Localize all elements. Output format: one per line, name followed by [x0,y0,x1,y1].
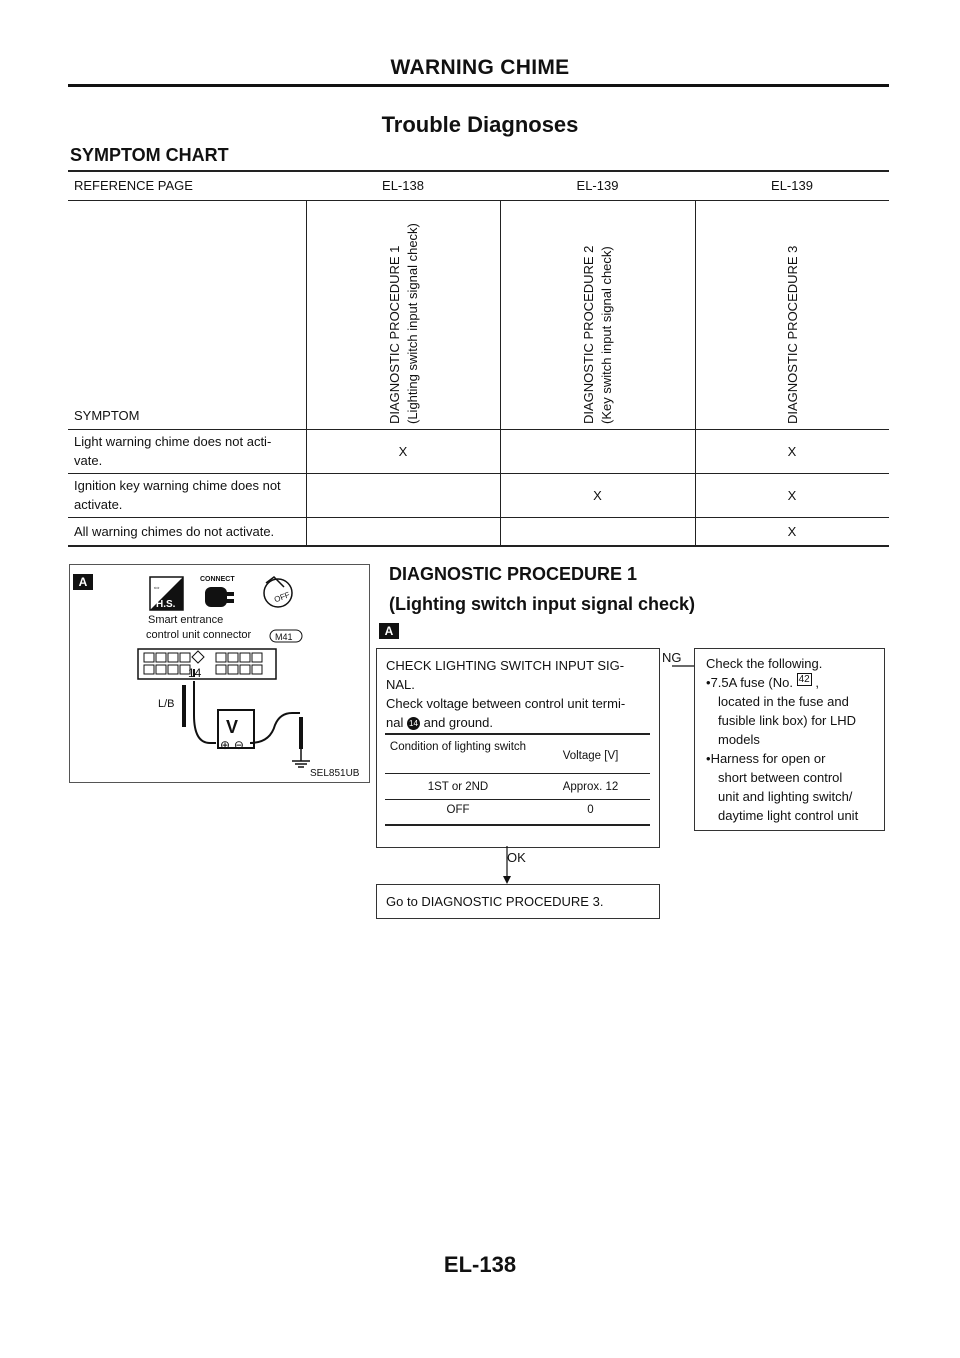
bullet: • [706,751,711,766]
voltage-table-header-voltage: Voltage [V] [562,750,619,762]
symptom-row-1 [74,432,271,470]
symptom-row-3: All warning chimes do not activate. [74,524,275,539]
ng-line: , [815,675,819,690]
terminal-badge: 14 [407,717,420,730]
reference-page-2: EL-139 [576,178,619,193]
svg-text:⊕ ⊖: ⊕ ⊖ [220,738,244,752]
row-1-mark-1: X [398,444,408,459]
reference-page-1: EL-138 [382,178,424,193]
table-col-rule [306,200,307,545]
procedure-1-header [386,223,422,424]
row-2-mark-2: X [593,488,602,503]
ng-text [706,654,878,825]
ng-line: short between control [718,770,843,785]
procedure-2-subtitle: (Key switch input signal check) [599,246,614,424]
symptom-chart-heading: SYMPTOM CHART [70,145,229,165]
table-bottom-rule [68,545,889,547]
table-rule [68,429,889,430]
check-line: and ground. [423,715,494,730]
bullet: • [706,675,711,690]
procedure-1-title: DIAGNOSTIC PROCEDURE 1 [389,564,638,584]
table-rule [68,473,889,474]
row-1-mark-3: X [787,444,797,459]
procedure-1-title: DIAGNOSTIC PROCEDURE 1 [387,245,402,424]
check-line: NAL. [386,677,415,692]
check-line: Check voltage between control unit termi- [386,696,626,711]
table-top-rule [68,170,889,172]
ok-arrow [497,846,517,886]
next-step-text: Go to DIAGNOSTIC PROCEDURE 3. [386,894,604,909]
lhd-mark: A [73,574,93,590]
connect-label: CONNECT [200,576,235,583]
voltmeter-label: V [226,717,239,737]
ng-line: unit and lighting switch/ [718,789,853,804]
terminal-number: 14 [188,666,202,680]
voltage-table-rule [385,773,650,774]
page-number: EL-138 [443,1252,517,1277]
reference-page-label: REFERENCE PAGE [74,178,193,193]
connector-diagram [70,565,369,782]
check-line: CHECK LIGHTING SWITCH INPUT SIG- [386,658,625,673]
voltage-table-cell: Approx. 12 [562,781,619,793]
connect-icon [205,587,227,607]
voltage-table-top [385,733,650,735]
fuse-number: 42 [798,674,810,685]
procedure-lhd-mark: A [379,623,399,639]
procedure-3-title: DIAGNOSTIC PROCEDURE 3 [785,245,800,424]
ng-box [694,648,885,831]
hs-label: H.S. [156,599,176,610]
check-text [386,656,625,732]
check-line: nal [386,715,404,730]
ng-line: Check the following. [706,656,823,671]
ng-line: models [718,732,760,747]
row-3-mark-3: X [787,524,797,539]
voltage-table-cell: OFF [446,804,470,816]
voltage-table-cell: 0 [587,804,594,816]
page-title: Trouble Diagnoses [381,112,579,137]
next-step-box [376,884,660,919]
check-box [376,648,660,848]
table-rule [68,517,889,518]
wire-color: L/B [158,698,175,710]
connector-figure [69,564,370,783]
connector-id: M41 [275,632,293,642]
voltage-table-rule [385,799,650,800]
procedure-2-title: DIAGNOSTIC PROCEDURE 2 [581,245,596,424]
ng-label: NG [662,650,682,665]
symptom-label: SYMPTOM [74,408,140,423]
procedure-3-header [784,246,802,424]
ng-line: Harness for open or [710,751,826,766]
reference-page-3: EL-139 [771,178,813,193]
procedure-2-header [580,246,616,424]
ng-line: located in the fuse and [718,694,849,709]
voltage-table-bottom [385,824,650,826]
row-2-mark-3: X [787,488,797,503]
ok-label: OK [507,850,526,865]
connector-label-2: control unit connector [146,629,252,641]
symptom-text: vate. [74,453,103,468]
header-rule [68,84,889,87]
connector-label-1: Smart entrance [148,614,224,626]
table-rule [68,200,889,201]
figure-code: SEL851UB [310,768,360,779]
ng-line: 7.5A fuse (No. [710,675,793,690]
symptom-text: Light warning chime does not acti- [74,434,272,449]
voltage-table-cell: 1ST or 2ND [427,781,489,793]
ng-line: daytime light control unit [718,808,859,823]
symptom-row-2 [74,476,281,514]
symptom-text: Ignition key warning chime does not [74,478,281,493]
ng-line: fusible link box) for LHD [718,713,856,728]
symptom-text: activate. [74,497,123,512]
off-label: OFF [272,590,292,605]
section-header: WARNING CHIME [390,56,570,79]
svg-text:⇔: ⇔ [152,582,161,592]
procedure-1-subtitle: (Lighting switch input signal check) [389,594,696,614]
procedure-1-subtitle: (Lighting switch input signal check) [405,223,420,424]
voltage-table-header-condition: Condition of lighting switch [389,741,527,753]
